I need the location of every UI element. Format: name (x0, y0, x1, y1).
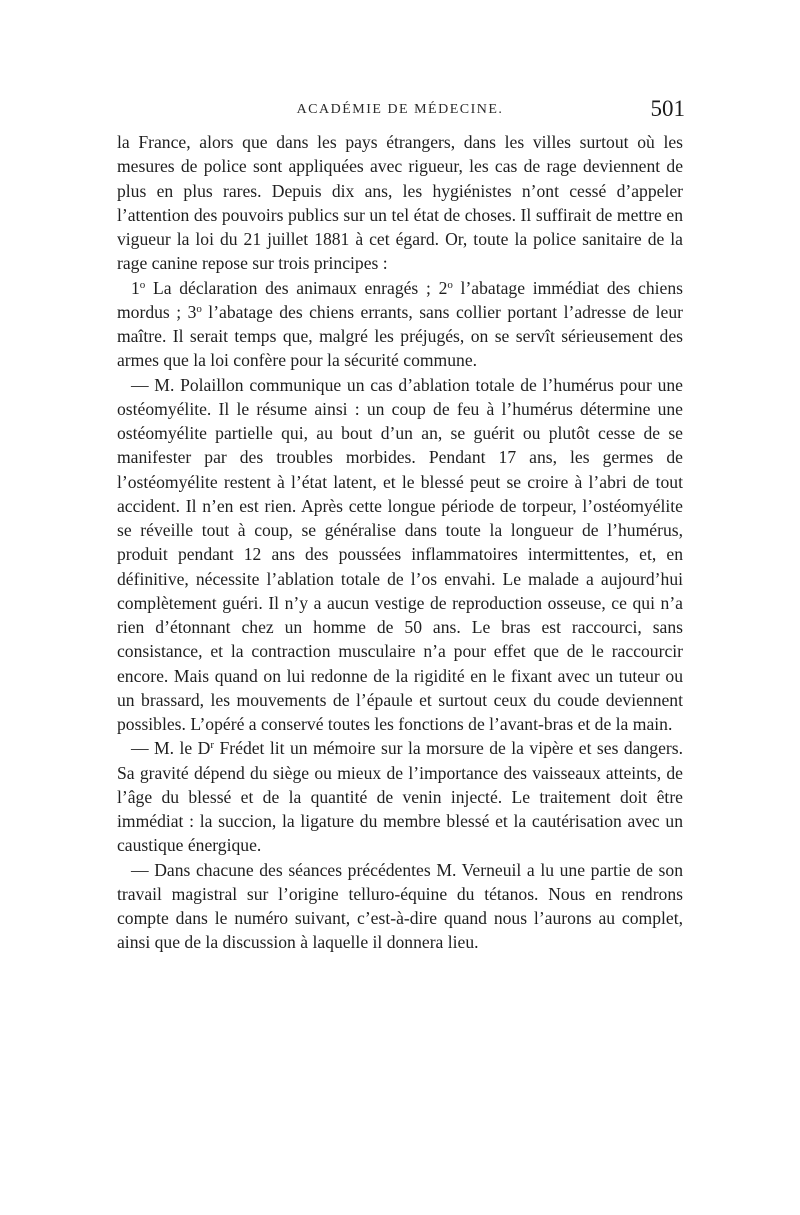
doctor-abbrev-sup: r (210, 739, 215, 752)
body-text (117, 130, 683, 955)
paragraph-fredet (117, 736, 683, 857)
principle-2-text: l’abatage immédiat des chiens mordus ; (117, 277, 683, 322)
paragraph-three-principles (117, 276, 683, 373)
principle-2-ordinal: o (447, 278, 453, 291)
principle-1-number: 1 (131, 277, 140, 298)
principle-3-text: l’abatage des chiens errants, sans collier portant l’adresse de leur maître. Il serait temps que, malgré les préjugés, on se servît sérieusement des armes que la loi confère pour la sécurité commune. (117, 301, 683, 371)
principle-3-number: 3 (187, 301, 197, 322)
principle-1-text: La déclaration des animaux enragés ; (145, 277, 439, 298)
principle-2-number: 2 (438, 277, 448, 298)
paragraph-polaillon: — M. Polaillon communique un cas d’ablation totale de l’humérus pour une ostéomyélite. Il le résume ainsi : un coup de feu à l’humérus détermine une ostéomyélite partielle qui, au bout d’un an, se guérit ou plutôt cesse de se manifester par des troubles morbides. Pendant 17 ans, les germes de l’ostéomyélite restent à l’état latent, et le blessé peut se croire à l’abri de tout accident. Il n’en est rien. Après cette longue période de torpeur, l’ostéomyélite se réveille tout à coup, se généralise dans toute la longueur de l’humérus, produit pendant 12 ans des poussées inflammatoires intermittentes, et, en définitive, nécessite l’ablation totale de l’os envahi. Le malade a aujourd’hui complètement guéri. Il n’y a aucun vestige de reproduction osseuse, ce qui n’a rien d’étonnant chez un homme de 50 ans. Le bras est raccourci, sans consistance, et la contraction musculaire n’a pour effet que de le raccourcir encore. Mais quand on lui redonne de la rigidité en le fixant avec un tuteur ou un brassard, les mouvements de l’épaule et surtout ceux du coude deviennent possibles. L’opéré a conservé toutes les fonctions de l’avant-bras et de la main. (117, 374, 683, 734)
paragraph-rage-police: la France, alors que dans les pays étrangers, dans les villes surtout où les mesures de police sont appliquées avec rigueur, les cas de rage deviennent de plus en plus rares. Depuis dix ans, les hygiénistes n’ont cessé d’appeler l’attention des pouvoirs publics sur un tel état de choses. Il suffirait de mettre en vigueur la loi du 21 juillet 1881 à cet égard. Or, toute la police sanitaire de la rage canine repose sur trois principes : (117, 132, 683, 274)
principle-3-ordinal: o (196, 302, 202, 315)
fredet-text: Frédet lit un mémoire sur la morsure de la vipère et ses dangers. Sa gravité dépend du siège ou mieux de l’importance des vaisseaux atteints, de l’âge du blessé et de la quantité de venin injecté. Le traitement doit être immédiat : la succion, la ligature du membre blessé et la cautérisation avec un caustique énergique. (117, 738, 683, 856)
principle-1-ordinal: o (139, 278, 146, 291)
running-title: ACADÉMIE DE MÉDECINE. (296, 102, 504, 117)
paragraph-verneuil: — Dans chacune des séances précédentes M. Verneuil a lu une partie de son travail magistral sur l’origine telluro-équine du tétanos. Nous en rendrons compte dans le numéro suivant, c’est-à-dire quand nous l’aurons au complet, ainsi que de la discussion à laquelle il donnera lieu. (117, 859, 683, 953)
page-number: 501 (650, 96, 685, 121)
running-head (115, 96, 685, 126)
fredet-intro: — M. le D (131, 738, 211, 759)
